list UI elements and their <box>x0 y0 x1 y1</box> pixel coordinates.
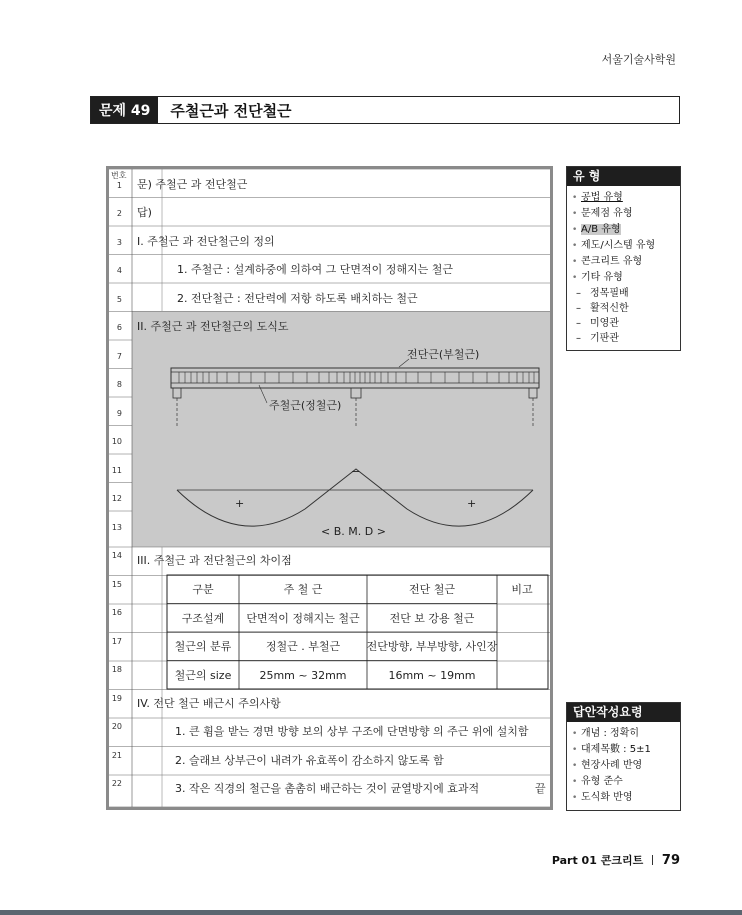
line-number: 8 <box>116 380 122 389</box>
line-5-definition-shear: 2. 전단철근 : 전단력에 저항 하도록 배치하는 철근 <box>177 292 418 305</box>
type-item: • 제도/시스템 유형 <box>572 240 656 251</box>
type-item: • 문제점 유형 <box>572 208 633 219</box>
line-number: 19 <box>111 694 122 703</box>
type-panel <box>566 166 681 351</box>
answer-sheet <box>106 166 553 810</box>
type-item: • 기타 유형 <box>572 272 623 283</box>
line-6-section-2: II. 주철근 과 전단철근의 도식도 <box>137 320 289 333</box>
table-cell: 단면적이 정해지는 철근 <box>246 612 360 625</box>
type-subitem: – 미영관 <box>576 318 619 329</box>
line-number: 4 <box>116 266 122 275</box>
table-cell: 구조설계 <box>181 612 225 625</box>
sheet-col-header: 번호 <box>111 171 127 180</box>
footer-section: 콘크리트 <box>600 854 644 867</box>
main-rebar-label: 주철근(정철근) <box>269 399 342 412</box>
line-number: 10 <box>111 437 122 446</box>
answer-sheet-svg <box>109 169 550 807</box>
line-number: 3 <box>116 238 122 247</box>
table-header: 전단 철근 <box>408 583 456 596</box>
table-cell: 25mm ~ 32mm <box>259 669 347 682</box>
guide-item: • 대제목數 : 5±1 <box>572 744 651 755</box>
bottom-bar <box>0 910 742 915</box>
line-22-note-3: 3. 작은 직경의 철근을 촘촘히 배근하는 것이 균열방지에 효과적 <box>175 782 480 795</box>
line-number: 15 <box>111 580 122 589</box>
table-cell: 철근의 size <box>174 669 232 682</box>
header-org: 서울기술사학원 <box>601 53 676 66</box>
shear-rebar-label: 전단근(부철근) <box>407 348 480 361</box>
page-footer <box>552 852 680 868</box>
footer-part: Part 01 <box>551 854 597 867</box>
line-4-definition-main: 1. 주철근 : 설계하중에 의하여 그 단면적이 정해지는 철근 <box>177 263 453 276</box>
table-cell: 전단 보 강용 철근 <box>389 612 475 625</box>
type-item-selected: • A/B 유형 <box>572 224 621 235</box>
guide-item: • 개념 : 정확히 <box>572 728 640 739</box>
answer-guide-heading: 답안작성요령 <box>567 703 680 722</box>
question-title <box>90 96 680 124</box>
line-number: 12 <box>111 494 122 503</box>
type-panel-heading: 유 형 <box>567 167 680 186</box>
type-item: • 콘크리트 유형 <box>572 256 643 267</box>
line-number: 16 <box>111 608 122 617</box>
bmd-caption: < B. M. D > <box>321 525 386 538</box>
type-subitem: – 활적신한 <box>576 303 629 314</box>
line-19-section-4: IV. 전단 철근 배근시 주의사항 <box>137 697 281 710</box>
table-header: 주 철 근 <box>283 583 323 596</box>
line-number: 20 <box>111 722 122 731</box>
question-title-text: 주철근과 전단철근 <box>170 101 292 120</box>
bmd-plus-left: + <box>235 497 245 510</box>
type-list <box>567 186 680 350</box>
answer-guide-panel <box>566 702 681 811</box>
line-number: 22 <box>111 779 122 788</box>
comparison-table <box>167 575 548 689</box>
line-number: 9 <box>116 409 122 418</box>
bmd-plus-right: + <box>467 497 477 510</box>
line-number: 11 <box>111 466 122 475</box>
line-number: 2 <box>116 209 122 218</box>
line-3-section-1: I. 주철근 과 전단철근의 정의 <box>137 235 275 248</box>
answer-guide-list <box>567 722 680 810</box>
table-header: 비고 <box>511 583 533 596</box>
line-number: 6 <box>116 323 122 332</box>
footer-divider <box>652 855 653 865</box>
line-number: 5 <box>116 295 122 304</box>
line-22-end-mark: 끝 <box>535 782 546 795</box>
line-number: 21 <box>111 751 122 760</box>
line-21-note-2: 2. 슬래브 상부근이 내려가 유효폭이 감소하지 않도록 함 <box>175 754 444 767</box>
line-number: 13 <box>111 523 122 532</box>
question-number: 문제 49 <box>91 97 158 123</box>
line-14-section-3: III. 주철근 과 전단철근의 차이점 <box>137 554 292 567</box>
page-number: 79 <box>661 853 680 868</box>
line-number: 1 <box>116 181 122 190</box>
guide-item: • 유형 준수 <box>572 776 623 787</box>
type-subitem: – 기판관 <box>576 333 619 344</box>
guide-item: • 도식화 반영 <box>572 792 633 803</box>
line-number: 17 <box>111 637 122 646</box>
line-number: 7 <box>116 352 122 361</box>
type-subitem: – 정목필배 <box>576 288 629 299</box>
line-2-answer: 답) <box>137 206 152 219</box>
diagram-shade <box>132 311 550 547</box>
line-numbers <box>112 181 122 788</box>
table-cell: 정철근 . 부철근 <box>265 640 341 653</box>
guide-item: • 현장사례 반영 <box>572 760 643 771</box>
table-header: 구분 <box>192 583 214 596</box>
table-cell: 철근의 분류 <box>174 640 232 653</box>
table-cell: 전단방향, 부부방향, 사인장 <box>366 640 498 653</box>
line-1-question: 문) 주철근 과 전단철근 <box>137 178 248 191</box>
line-number: 14 <box>111 551 122 560</box>
type-item: • 공법 유형 <box>572 192 623 203</box>
table-cell: 16mm ~ 19mm <box>388 669 476 682</box>
bmd-minus: − <box>351 465 361 478</box>
line-number: 18 <box>111 665 122 674</box>
line-20-note-1: 1. 큰 휨을 받는 경면 방향 보의 상부 구조에 단면방향 의 주근 위에 설치함 <box>175 725 529 738</box>
